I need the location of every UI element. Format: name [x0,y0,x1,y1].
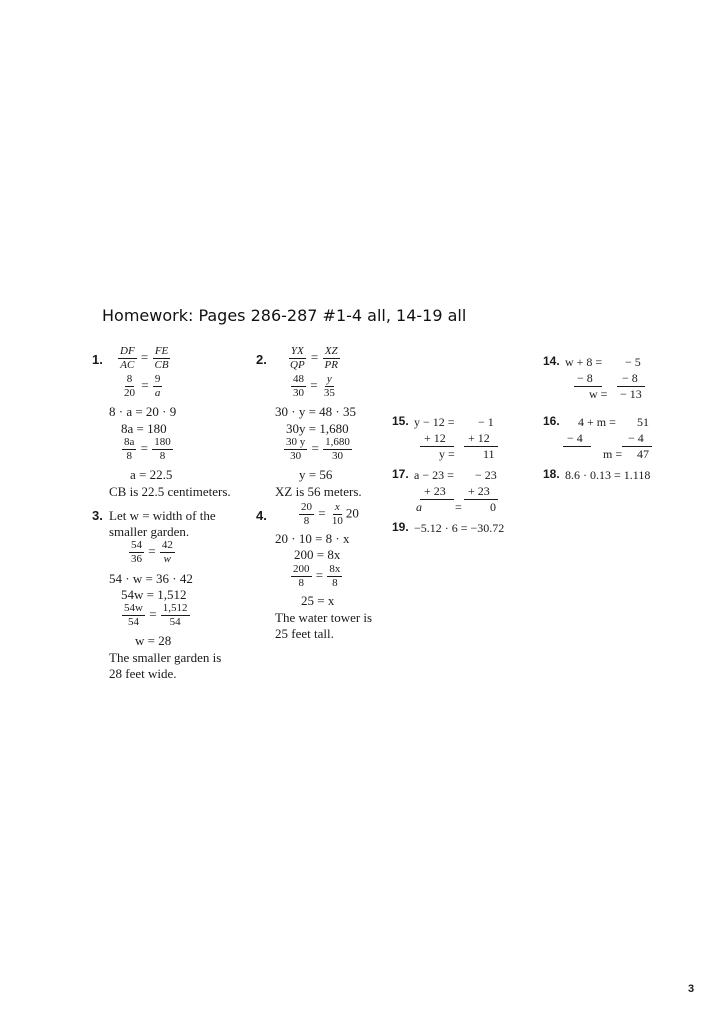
proportion-line: $\frac{8a}{8}$ = $\frac{180}{8}$ [124,436,171,462]
problem-number: 15. [392,414,409,428]
equation-line: 30 · y = 48 · 35 [275,404,356,419]
equation-value: − 8 [622,371,638,385]
equation-line: Let w = width of the [109,508,216,523]
proportion-line: $\frac{8}{20}$ = $\frac{9}{a}$ [124,373,161,399]
equation-value: − 23 [475,468,497,482]
answer-line: 28 feet wide. [109,666,177,681]
equation-line: 54 · w = 36 · 42 [109,571,193,586]
equation-line: + 12 [424,431,446,445]
equation-line: 20 · 10 = 8 · x [275,531,350,546]
equation-value: 0 [490,500,496,514]
equation-line: − 4 [567,431,583,445]
problem-number: 16. [543,414,560,428]
equation-value: + 23 [468,484,490,498]
problem-number: 4. [256,508,267,523]
proportion-line: $\frac{200}{8}$ = $\frac{8x}{8}$ [293,563,341,589]
equation-line: y = 56 [299,467,333,482]
page-number: 3 [688,983,695,995]
equation-line: 8a = 180 [121,421,167,436]
equation-line: + 23 [424,484,446,498]
equation-line: −5.12 · 6 = −30.72 [414,521,505,535]
equation-line: 54w = 1,512 [121,587,187,602]
proportion-line: $\frac{54}{36}$ = $\frac{42}{w}$ [131,539,173,565]
problem-number: 19. [392,520,409,534]
equation-line: − 8 [577,371,593,385]
answer-line: The smaller garden is [109,650,222,665]
equation-line: y − 12 = [414,415,455,429]
sum-rule [563,446,591,447]
proportion-line: $\frac{54w}{54}$ = $\frac{1,512}{54}$ [124,602,188,628]
sum-rule [420,499,454,500]
equation-value: 51 [637,415,649,429]
proportion-line: $\frac{48}{30}$ = $\frac{y}{35}$ [293,373,335,399]
equation-value: 47 [637,447,649,461]
equation-value: − 5 [625,355,641,369]
equation-line: 8.6 · 0.13 = 1.118 [565,468,651,482]
equation-value: − 4 [628,431,644,445]
answer-line: XZ is 56 meters. [275,484,362,499]
equation-value: 11 [483,447,495,461]
equation-line: a = 22.5 [130,467,173,482]
equation-line: y = [439,447,455,461]
homework-heading: Homework: Pages 286-287 #1-4 all, 14-19 all [102,306,467,325]
equation-line: 8 · a = 20 · 9 [109,404,177,419]
equation-value: − 1 [478,415,494,429]
proportion-line: $\frac{YX}{QP}$ = $\frac{XZ}{PR}$ [290,345,338,371]
equation-line: w = 28 [135,633,172,648]
equation-line: 200 = 8x [294,547,341,562]
equation-value: + 12 [468,431,490,445]
equation-line: 30y = 1,680 [286,421,349,436]
answer-line: The water tower is [275,610,373,625]
equation-line: smaller garden. [109,524,190,539]
proportion-line: $\frac{30 y}{30}$ = $\frac{1,680}{30}$ [286,436,350,462]
answer-line: 25 feet tall. [275,626,334,641]
equation-line: m = [603,447,623,461]
problem-number: 3. [92,508,103,523]
equation-line: 25 = x [301,593,335,608]
equation-value: − 13 [620,387,642,401]
equation-line: a [416,500,422,514]
problem-number: 17. [392,467,409,481]
proportion-line: $\frac{DF}{AC}$ = $\frac{FE}{CB}$ [120,345,169,371]
equation-line: w = [589,387,608,401]
problem-number: 1. [92,352,103,367]
problem-number: 2. [256,352,267,367]
equation-line: 4 + m = [578,415,616,429]
equation-line: w + 8 = [565,355,603,369]
problem-number: 18. [543,467,560,481]
problem-number: 14. [543,354,560,368]
proportion-line: $\frac{20}{8}$ = $\frac{x}{10}$ 20 [301,501,359,527]
equation-line: = [455,500,462,514]
answer-line: CB is 22.5 centimeters. [109,484,231,499]
equation-line: a − 23 = [414,468,454,482]
